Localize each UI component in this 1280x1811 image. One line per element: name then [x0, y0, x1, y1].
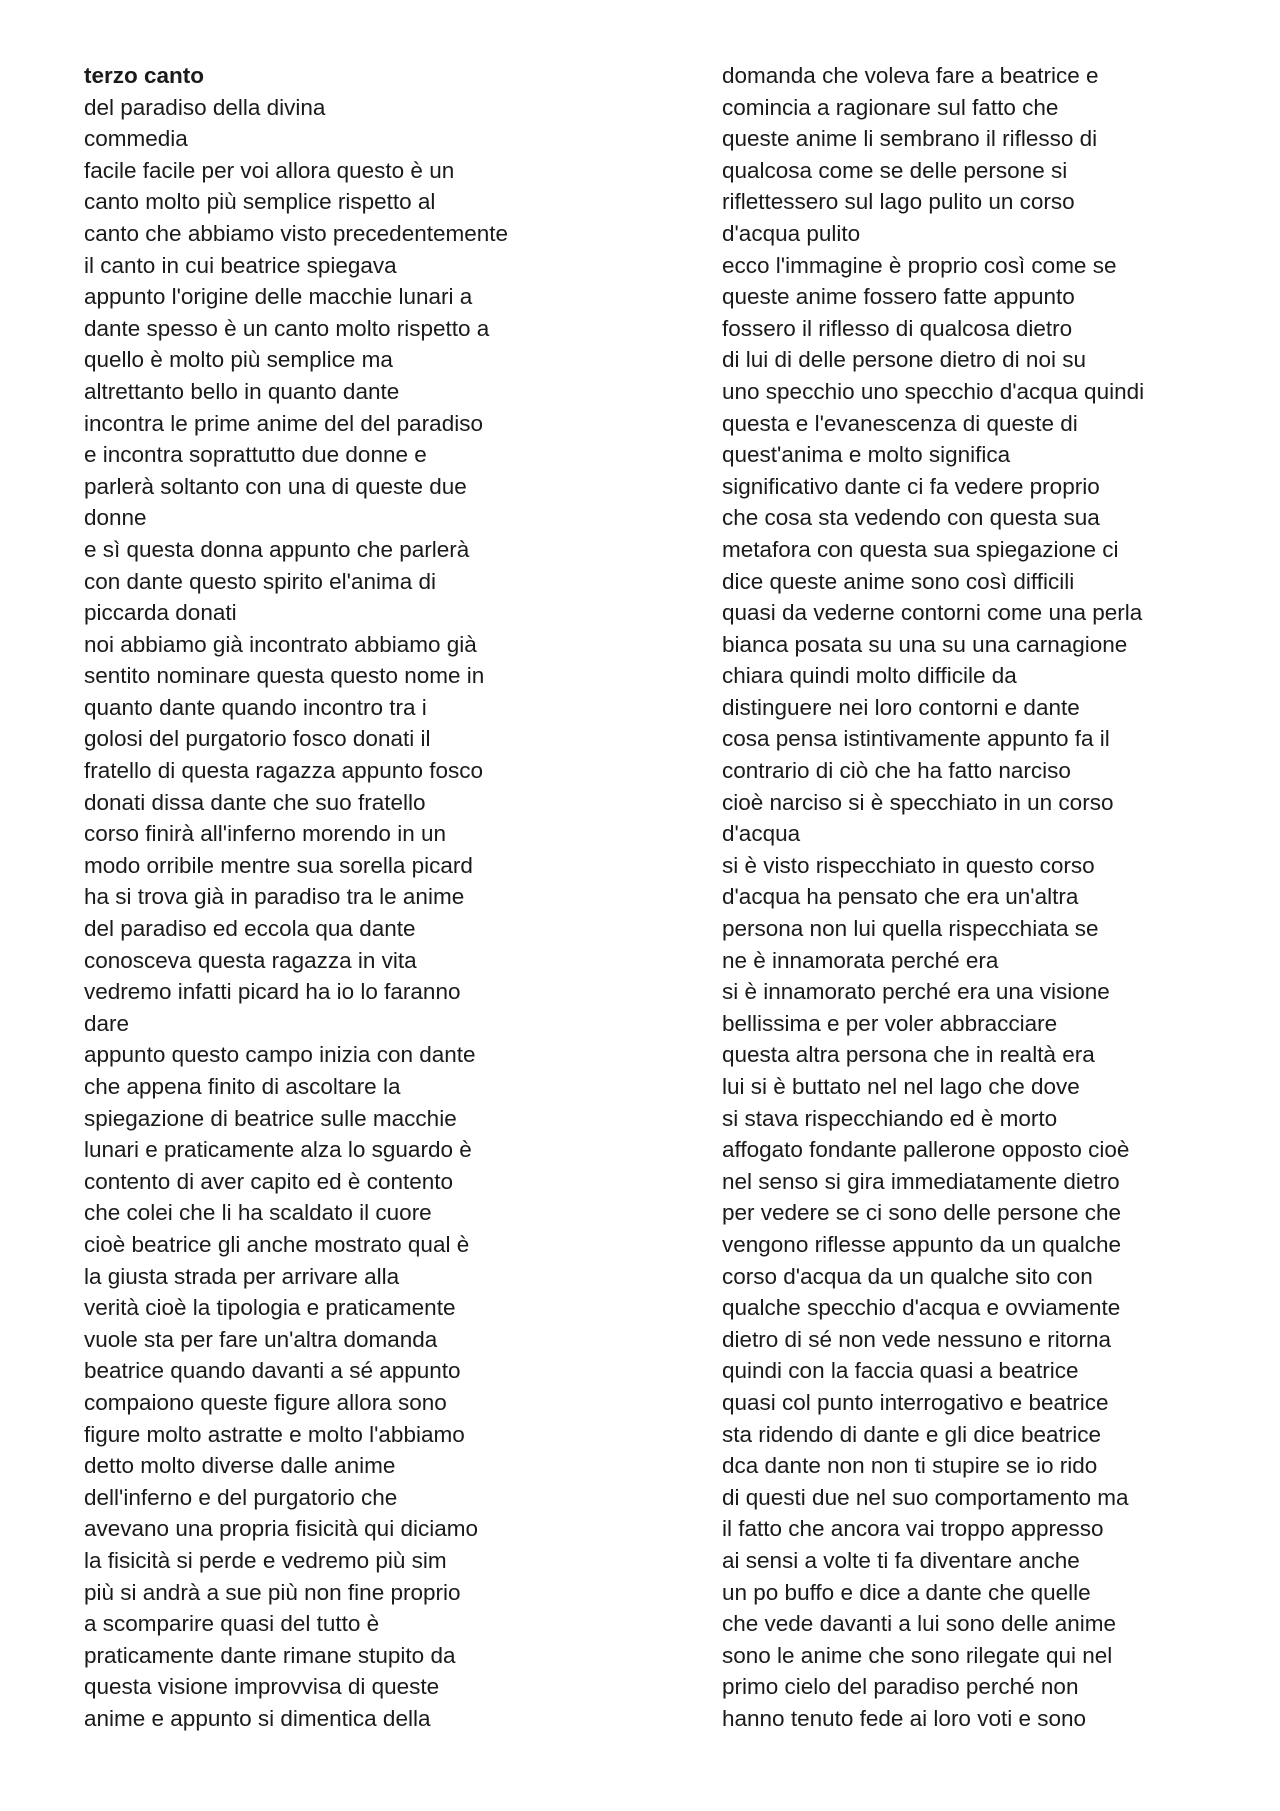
- text-line: ne è innamorata perché era: [722, 947, 999, 973]
- text-line: beatrice quando davanti a sé appunto: [84, 1358, 461, 1384]
- text-line: qualche specchio d'acqua e ovviamente: [722, 1295, 1121, 1321]
- text-line: lui si è buttato nel nel lago che dove: [722, 1074, 1080, 1099]
- text-line: detto molto diverse dalle anime: [84, 1453, 396, 1479]
- text-line: a scomparire quasi del tutto è: [84, 1611, 380, 1637]
- text-line: quest'anima e molto significa: [722, 442, 1011, 468]
- text-line: quanto dante quando incontro tra i: [84, 694, 427, 720]
- text-line: un po buffo e dice a dante che quelle: [722, 1579, 1091, 1605]
- text-line: più si andrà a sue più non fine proprio: [84, 1579, 461, 1605]
- text-line: dietro di sé non vede nessuno e ritorna: [722, 1326, 1112, 1352]
- text-line: dell'inferno e del purgatorio che: [84, 1484, 398, 1510]
- text-line: bianca posata su una su una carnagione: [722, 631, 1128, 657]
- text-line: che colei che li ha scaldato il cuore: [84, 1200, 432, 1226]
- text-line: di lui di delle persone dietro di noi su: [722, 347, 1086, 373]
- text-line: la giusta strada per arrivare alla: [84, 1263, 400, 1289]
- text-line: anime e appunto si dimentica della: [84, 1705, 431, 1731]
- text-line: il fatto che ancora vai troppo appresso: [722, 1516, 1104, 1542]
- text-line: queste anime li sembrano il riflesso di: [722, 126, 1098, 152]
- text-line: corso d'acqua da un qualche sito con: [722, 1263, 1093, 1289]
- text-line: la fisicità si perde e vedremo più sim: [84, 1547, 447, 1573]
- text-line: dare: [84, 1010, 130, 1036]
- text-line: quindi con la faccia quasi a beatrice: [722, 1358, 1079, 1384]
- text-line: d'acqua ha pensato che era un'altra: [722, 884, 1079, 910]
- text-line: incontra le prime anime del del paradiso: [84, 410, 483, 436]
- text-line: distinguere nei loro contorni e dante: [722, 694, 1080, 720]
- text-line: metafora con questa sua spiegazione ci: [722, 536, 1119, 562]
- text-line: uno specchio uno specchio d'acqua quindi: [722, 378, 1145, 404]
- text-line: hanno tenuto fede ai loro voti e sono: [722, 1705, 1087, 1731]
- text-line: sentito nominare questa questo nome in: [84, 663, 485, 689]
- text-line: commedia: [84, 126, 188, 152]
- text-line: donati dissa dante che suo fratello: [84, 789, 426, 815]
- text-line: verità cioè la tipologia e praticamente: [84, 1295, 456, 1321]
- text-line: queste anime fossero fatte appunto: [722, 284, 1075, 310]
- text-line: modo orribile mentre sua sorella picard: [84, 852, 473, 878]
- text-line: vedremo infatti picard ha io lo faranno: [84, 979, 461, 1005]
- text-line: dice queste anime sono così difficili: [722, 568, 1075, 594]
- text-line: sono le anime che sono rilegate qui nel: [722, 1642, 1113, 1668]
- text-line: bellissima e per voler abbracciare: [722, 1010, 1058, 1036]
- text-line: quasi col punto interrogativo e beatrice: [722, 1389, 1109, 1415]
- text-line: affogato fondante pallerone opposto cioè: [722, 1137, 1130, 1163]
- text-line: appunto l'origine delle macchie lunari a: [84, 284, 473, 310]
- text-line: contento di aver capito ed è contento: [84, 1168, 454, 1194]
- text-line: ha si trova già in paradiso tra le anime: [84, 884, 465, 910]
- text-line: e sì questa donna appunto che parlerà: [84, 536, 470, 562]
- text-line: significativo dante ci fa vedere proprio: [722, 473, 1100, 499]
- text-line: qualcosa come se delle persone si: [722, 157, 1068, 183]
- text-line: corso finirà all'inferno morendo in un: [84, 821, 446, 847]
- document-title: terzo canto: [84, 63, 205, 88]
- text-line: golosi del purgatorio fosco donati il: [84, 726, 431, 752]
- right-text-column: [722, 60, 1262, 1734]
- text-line: canto molto più semplice rispetto al: [84, 189, 436, 215]
- text-line: questa altra persona che in realtà era: [722, 1042, 1095, 1068]
- left-text-column: [84, 60, 644, 1734]
- text-line: canto che abbiamo visto precedentemente: [84, 220, 509, 246]
- text-line: figure molto astratte e molto l'abbiamo: [84, 1421, 465, 1447]
- text-line: appunto questo campo inizia con dante: [84, 1042, 476, 1068]
- text-line: facile facile per voi allora questo è un: [84, 157, 455, 183]
- text-line: si è visto rispecchiato in questo corso: [722, 852, 1095, 878]
- text-line: sta ridendo di dante e gli dice beatrice: [722, 1421, 1101, 1447]
- text-line: per vedere se ci sono delle persone che: [722, 1200, 1122, 1226]
- text-line: d'acqua pulito: [722, 220, 861, 246]
- text-line: compaiono queste figure allora sono: [84, 1389, 447, 1415]
- text-line: chiara quindi molto difficile da: [722, 663, 1017, 689]
- text-line: riflettessero sul lago pulito un corso: [722, 189, 1075, 215]
- text-line: spiegazione di beatrice sulle macchie: [84, 1105, 457, 1131]
- text-line: questa visione improvvisa di queste: [84, 1674, 440, 1700]
- text-line: quello è molto più semplice ma: [84, 347, 393, 373]
- text-line: cioè narciso si è specchiato in un corso: [722, 789, 1114, 815]
- text-line: dante spesso è un canto molto rispetto a: [84, 315, 490, 341]
- text-line: vengono riflesse appunto da un qualche: [722, 1231, 1122, 1257]
- text-line: conosceva questa ragazza in vita: [84, 947, 417, 973]
- text-line: del paradiso ed eccola qua dante: [84, 916, 416, 942]
- text-line: piccarda donati: [84, 600, 237, 626]
- text-line: ecco l'immagine è proprio così come se: [722, 252, 1117, 278]
- text-line: quasi da vederne contorni come una perla: [722, 600, 1143, 626]
- text-line: cosa pensa istintivamente appunto fa il: [722, 726, 1110, 752]
- text-line: che vede davanti a lui sono delle anime: [722, 1611, 1117, 1637]
- text-line: cioè beatrice gli anche mostrato qual è: [84, 1231, 470, 1257]
- text-line: primo cielo del paradiso perché non: [722, 1674, 1079, 1700]
- text-line: domanda che voleva fare a beatrice e: [722, 63, 1099, 88]
- text-line: dca dante non non ti stupire se io rido: [722, 1453, 1098, 1479]
- text-line: fossero il riflesso di qualcosa dietro: [722, 315, 1073, 341]
- text-line: e incontra soprattutto due donne e: [84, 442, 427, 468]
- text-line: d'acqua: [722, 821, 801, 847]
- text-line: noi abbiamo già incontrato abbiamo già: [84, 631, 477, 657]
- text-line: vuole sta per fare un'altra domanda: [84, 1326, 438, 1352]
- text-line: lunari e praticamente alza lo sguardo è: [84, 1137, 472, 1163]
- text-line: che appena finito di ascoltare la: [84, 1074, 401, 1099]
- text-line: fratello di questa ragazza appunto fosco: [84, 758, 484, 784]
- text-line: che cosa sta vedendo con questa sua: [722, 505, 1100, 531]
- text-line: altrettanto bello in quanto dante: [84, 378, 400, 404]
- text-line: ai sensi a volte ti fa diventare anche: [722, 1547, 1080, 1573]
- text-line: del paradiso della divina: [84, 94, 326, 120]
- text-line: questa e l'evanescenza di queste di: [722, 410, 1078, 436]
- text-line: persona non lui quella rispecchiata se: [722, 916, 1099, 942]
- text-line: praticamente dante rimane stupito da: [84, 1642, 456, 1668]
- text-line: donne: [84, 505, 147, 531]
- text-line: con dante questo spirito el'anima di: [84, 568, 437, 594]
- text-line: di questi due nel suo comportamento ma: [722, 1484, 1129, 1510]
- text-line: avevano una propria fisicità qui diciamo: [84, 1516, 478, 1542]
- text-line: si è innamorato perché era una visione: [722, 979, 1110, 1005]
- text-line: parlerà soltanto con una di queste due: [84, 473, 467, 499]
- text-line: contrario di ciò che ha fatto narciso: [722, 758, 1071, 784]
- text-line: il canto in cui beatrice spiegava: [84, 252, 397, 278]
- text-line: nel senso si gira immediatamente dietro: [722, 1168, 1120, 1194]
- text-line: si stava rispecchiando ed è morto: [722, 1105, 1058, 1131]
- text-line: comincia a ragionare sul fatto che: [722, 94, 1059, 120]
